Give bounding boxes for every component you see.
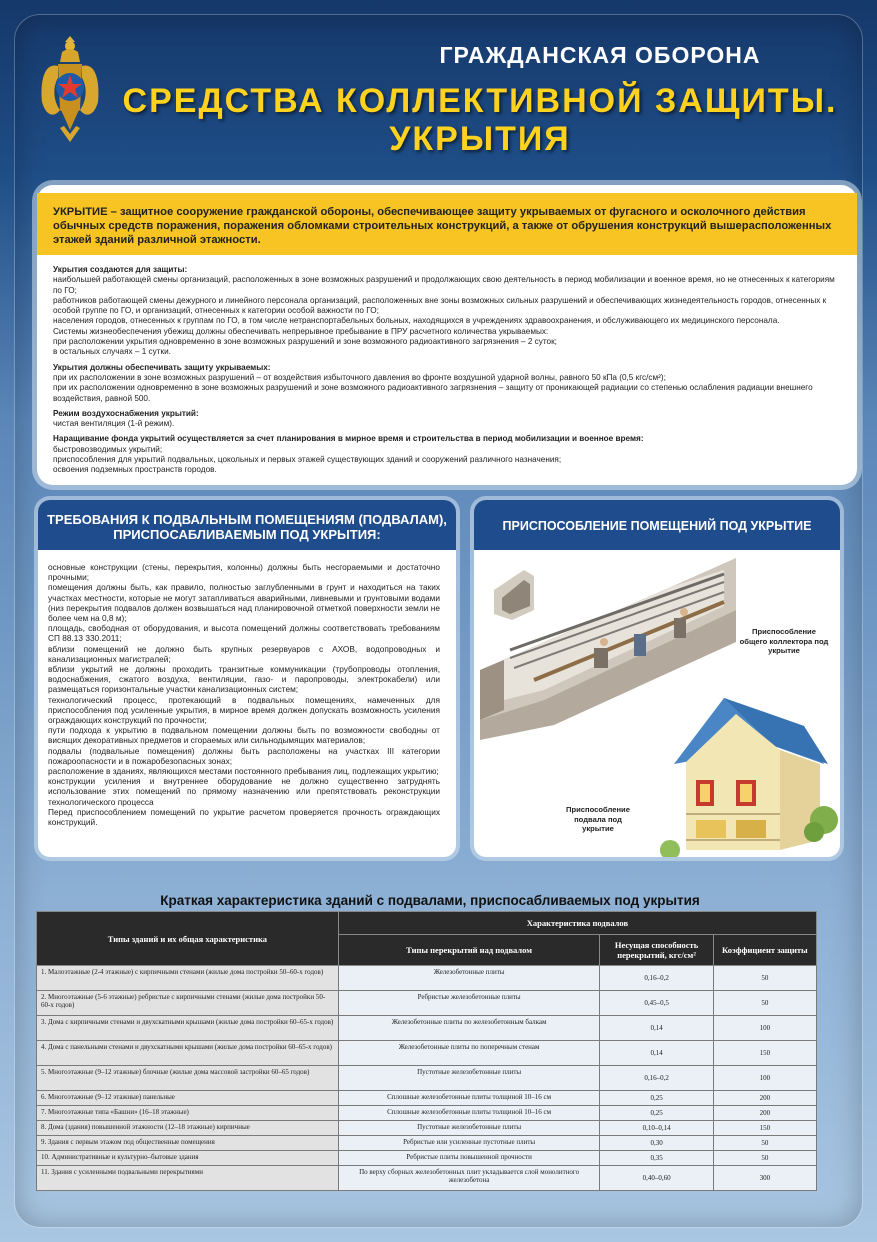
- adaptation-title: ПРИСПОСОБЛЕНИЕ ПОМЕЩЕНИЙ ПОД УКРЫТИЕ: [474, 500, 840, 550]
- table-row: [37, 1066, 817, 1091]
- coef-cell: 50: [713, 966, 816, 991]
- info-text: при расположении укрытия одновременно в зоне возможных разрушений и зоне возможного радиоактивного загрязнения – 2 суток;: [53, 337, 557, 347]
- table-row: [37, 1016, 817, 1041]
- shelter-definition: УКРЫТИЕ – защитное сооружение гражданской обороны, обеспечивающее защиту укрываемых от фугасного и осколочного действия обычных средств поражения, поражения обломками строительных конструкций, а также от обрушения конструкций вышерасположенных этажей зданий различной этажности.: [37, 193, 857, 255]
- coef-cell: 100: [713, 1016, 816, 1041]
- requirement-item: расположение в зданиях, являющихся местами постоянного пребывания лиц, подлежащих укрытию;: [48, 766, 439, 777]
- col-basement-header: Характеристика подвалов: [338, 912, 816, 935]
- info-text: населения городов, отнесенных к группам по ГО, в том числе нетранспортабельных больных, находящихся в учреждениях здравоохранения, и обслуживающего их медицинского персонала.: [53, 316, 780, 326]
- requirement-item: конструкции усиления и внутреннее оборудование не должно существенно затруднять использование этих помещений по прямому назначению или препятствовать реконструкции технологического процесса: [48, 776, 440, 807]
- floor-type-cell: Пустотные железобетонные плиты: [338, 1121, 600, 1136]
- info-heading: Наращивание фонда укрытий осуществляется за счет планирования в мирное время и строительства в период мобилизации и военное время:: [53, 434, 644, 444]
- coef-cell: 50: [713, 991, 816, 1016]
- col-capacity-header: Несущая способность перекрытий, кгс/см²: [600, 935, 713, 966]
- requirement-item: вблизи помещений не должно быть крупных резервуаров с АХОВ, водопроводных и канализационных магистралей;: [48, 643, 440, 664]
- building-type-cell: 2. Многоэтажные (5-6 этажные) ребристые с кирпичными стенами (жилые дома постройки 50-60-х годов): [37, 991, 339, 1016]
- capacity-cell: 0,25: [600, 1106, 713, 1121]
- table-row: [37, 1136, 817, 1151]
- table-row: [37, 991, 817, 1016]
- capacity-cell: 0,14: [600, 1041, 713, 1066]
- capacity-cell: 0,16–0,2: [600, 966, 713, 991]
- capacity-cell: 0,25: [600, 1091, 713, 1106]
- capacity-cell: 0,30: [600, 1136, 713, 1151]
- building-type-cell: 5. Многоэтажные (9–12 этажные) блочные (жилые дома массовой застройки 60–65 годов): [37, 1066, 339, 1091]
- floor-type-cell: По верху сборных железобетонных плит укладывается слой монолитного железобетона: [338, 1166, 600, 1191]
- info-text: работников работающей смены дежурного и линейного персонала организаций, расположенных вне зоны возможных сильных разрушений и обеспечивающих жизнедеятельность городов, отнесенных к особой группе по ГО, и организаций, отнесенных к категории особой важности по ГО;: [53, 295, 827, 316]
- floor-type-cell: Сплошные железобетонные плиты толщиной 10–16 см: [338, 1091, 600, 1106]
- floor-type-cell: Ребристые железобетонные плиты: [338, 991, 600, 1016]
- capacity-cell: 0,45–0,5: [600, 991, 713, 1016]
- requirements-title: ТРЕБОВАНИЯ К ПОДВАЛЬНЫМ ПОМЕЩЕНИЯМ (ПОДВАЛАМ), ПРИСПОСАБЛИВАЕМЫМ ПОД УКРЫТИЯ:: [38, 500, 456, 550]
- coef-cell: 200: [713, 1091, 816, 1106]
- requirement-item: вблизи укрытий не должны проходить транзитные коммуникации (трубопроводы отопления, водоснабжения, сжатого воздуха, вентиляции, газо- и паропроводы, электрокабели) или размещаться горизонтальные участки канализационных систем;: [48, 664, 440, 695]
- table-row: [37, 1106, 817, 1121]
- table-row: [37, 1121, 817, 1136]
- coef-cell: 300: [713, 1166, 816, 1191]
- coef-cell: 50: [713, 1136, 816, 1151]
- building-type-cell: 7. Многоэтажные типа «Башни» (16–18 этажные): [37, 1106, 339, 1121]
- requirements-panel: [38, 500, 456, 857]
- floor-type-cell: Ребристые или усиленные пустотные плиты: [338, 1136, 600, 1151]
- coef-cell: 100: [713, 1066, 816, 1091]
- info-text: в остальных случаях – 1 сутки.: [53, 347, 171, 357]
- requirements-list: [38, 550, 456, 833]
- building-type-cell: 10. Административные и культурно–бытовые здания: [37, 1151, 339, 1166]
- table-title: Краткая характеристика зданий с подвалами, приспосабливаемых под укрытия: [160, 893, 700, 908]
- capacity-cell: 0,16–0,2: [600, 1066, 713, 1091]
- coef-cell: 150: [713, 1121, 816, 1136]
- info-text: при их расположении в зоне возможных разрушений – от воздействия избыточного давления во фронте воздушной ударной волны, равного 50 кПа (0,5 кгс/см²);: [53, 372, 666, 382]
- coef-cell: 200: [713, 1106, 816, 1121]
- col-floor-header: Типы перекрытий над подвалом: [338, 935, 600, 966]
- coef-cell: 150: [713, 1041, 816, 1066]
- info-text: наибольшей работающей смены организаций, расположенных в зоне возможных разрушений и продолжающих свою деятельность в период мобилизации и военное время, но не отнесенных к категориям по ГО;: [53, 275, 835, 295]
- coef-cell: 50: [713, 1151, 816, 1166]
- requirement-item: Перед приспособлением помещений по укрытие расчетом проверяется прочность ограждающих конструкций.: [48, 806, 440, 828]
- capacity-cell: 0,40–0,60: [600, 1166, 713, 1191]
- capacity-cell: 0,14: [600, 1016, 713, 1041]
- table-row: [37, 1041, 817, 1066]
- building-type-cell: 3. Дома с кирпичными стенами и двухскатными крышами (жилые дома постройки 60–65-х годов): [37, 1016, 339, 1041]
- requirement-item: пути подхода к укрытию в подвальном помещении должны быть по возможности свободны от висящих декоративных предметов и сгораемых или сильнодымящих материалов;: [48, 725, 440, 746]
- floor-type-cell: Железобетонные плиты: [338, 966, 600, 991]
- poster-title: [120, 82, 840, 158]
- building-type-cell: 9. Здания с первым этажом под общественные помещения: [37, 1136, 339, 1151]
- floor-type-cell: Железобетонные плиты по железобетонным балкам: [338, 1016, 600, 1041]
- info-text: приспособления для укрытий подвальных, цокольных и первых этажей существующих зданий и сооружений различного назначения;: [53, 455, 562, 465]
- basement-caption: Приспособление подвала под укрытие: [566, 805, 630, 833]
- capacity-cell: 0,35: [600, 1151, 713, 1166]
- table-row: [37, 1151, 817, 1166]
- shelter-info: [37, 255, 857, 486]
- collector-illustration: [474, 550, 840, 857]
- floor-type-cell: Пустотные железобетонные плиты: [338, 1066, 600, 1091]
- floor-type-cell: Сплошные железобетонные плиты толщиной 10–16 см: [338, 1106, 600, 1121]
- poster-supertitle: ГРАЖДАНСКАЯ ОБОРОНА: [439, 42, 761, 68]
- collector-caption: Приспособление общего коллектора под укрытие: [739, 627, 829, 655]
- col-types-header: Типы зданий и их общая характеристика: [37, 912, 339, 966]
- poster-title-line1: СРЕДСТВА КОЛЛЕКТИВНОЙ ЗАЩИТЫ.: [122, 82, 838, 120]
- building-type-cell: 8. Дома (здания) повышенной этажности (12–18 этажные) кирпичные: [37, 1121, 339, 1136]
- building-type-cell: 4. Дома с панельными стенами и двухскатными крышами (жилые дома постройки 60–65-х годов): [37, 1041, 339, 1066]
- requirement-item: помещения должны быть, как правило, полностью заглубленными в грунт и находиться на таких участках местности, которые не могут затапливаться аварийными, ливневыми и грунтовыми водами (низ перекрытия подвалов должен возвышаться над планировочной отметкой поверхности земли не более чем на 0,8 м);: [48, 582, 440, 624]
- table-row: [37, 1166, 817, 1191]
- table-row: [37, 966, 817, 991]
- floor-type-cell: Ребристые плиты повышенной прочности: [338, 1151, 600, 1166]
- poster-title-line2: УКРЫТИЯ: [389, 120, 571, 158]
- building-type-cell: 6. Многоэтажные (9–12 этажные) панельные: [37, 1091, 339, 1106]
- requirement-item: подвалы (подвальные помещения) должны быть расположены на участках III категории пожароопасности и в пожаробезопасных зонах;: [48, 745, 440, 766]
- info-text: Системы жизнеобеспечения убежищ должны обеспечивать непрерывное пребывание в ПРУ расчетного количества укрываемых:: [53, 326, 549, 336]
- table-row: [37, 1091, 817, 1106]
- info-text: освоения подземных пространств городов.: [53, 465, 217, 475]
- info-text: быстровозводимых укрытий;: [53, 444, 163, 454]
- requirement-item: основные конструкции (стены, перекрытия, колонны) должны быть несгораемыми и достаточно прочными;: [48, 562, 440, 583]
- info-heading: Укрытия должны обеспечивать защиту укрываемых:: [53, 362, 271, 372]
- buildings-table: [36, 911, 817, 1191]
- col-coef-header: Коэффициент защиты: [713, 935, 816, 966]
- capacity-cell: 0,10–0,14: [600, 1121, 713, 1136]
- info-text: при их расположении одновременно в зоне возможных разрушений и зоне возможного радиоактивного загрязнения – защиту от проникающей радиации со степенью ослабления радиации внешнего воздействия, равной 500.: [53, 383, 813, 403]
- requirement-item: технологический процесс, протекающий в подвальных помещениях, намеченных для приспособления под усиленные укрытия, в мирное время должен допускать возможность усиления ограждающих конструкций по прочности;: [48, 694, 440, 726]
- requirement-item: площадь, свободная от оборудования, и высота помещений должны соответствовать требованиям СП 88.13 330.2011;: [48, 623, 440, 644]
- info-text: чистая вентиляция (1-й режим).: [53, 419, 175, 429]
- floor-type-cell: Железобетонные плиты по поперечным стенам: [338, 1041, 600, 1066]
- building-type-cell: 11. Здания с усиленными подвальными перекрытиями: [37, 1166, 339, 1191]
- info-heading: Режим воздухоснабжения укрытий:: [53, 408, 199, 418]
- definition-panel: [37, 185, 857, 485]
- mchs-eagle-emblem-icon: [38, 32, 102, 154]
- adaptation-panel: [474, 500, 840, 857]
- info-heading: Укрытия создаются для защиты:: [53, 265, 188, 274]
- building-type-cell: 1. Малоэтажные (2-4 этажные) с кирпичными стенами (жилые дома постройки 50–60-х годов): [37, 966, 339, 991]
